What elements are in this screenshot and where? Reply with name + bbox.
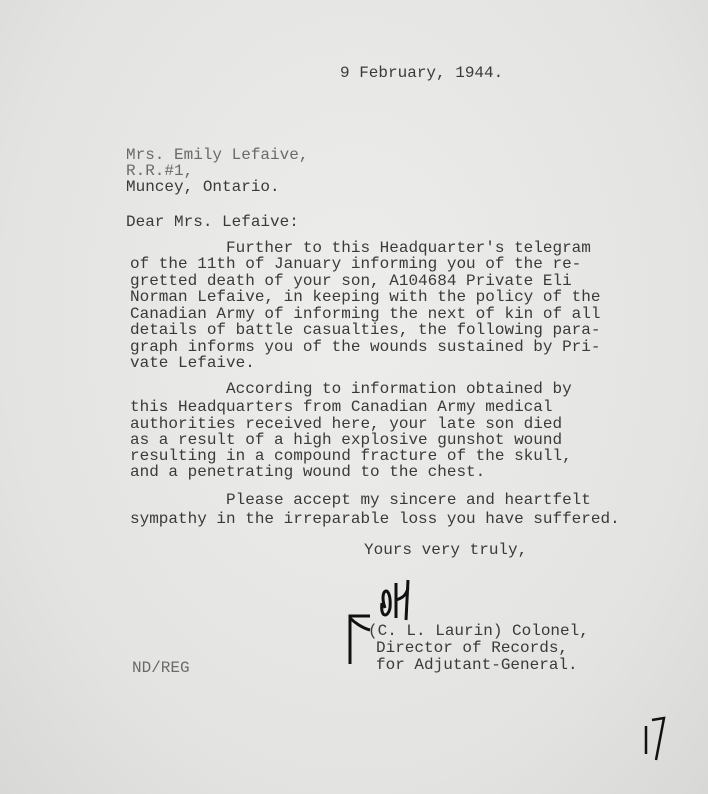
signature-line: (C. L. Laurin) Colonel, bbox=[368, 622, 589, 640]
body-line: this Headquarters from Canadian Army medical bbox=[130, 398, 553, 416]
body-line: graph informs you of the wounds sustained by Pri- bbox=[130, 338, 601, 356]
signature-line: Director of Records, bbox=[376, 639, 569, 657]
body-line: vate Lefaive. bbox=[130, 354, 255, 372]
body-line: of the 11th of January informing you of the re- bbox=[130, 255, 582, 273]
reference-code: ND/REG bbox=[132, 659, 190, 677]
handwritten-page-number bbox=[640, 712, 670, 762]
body-line: authorities received here, your late son died bbox=[130, 415, 563, 433]
address-line: R.R.#1, bbox=[126, 162, 194, 180]
body-line: sympathy in the irreparable loss you have suffered. bbox=[130, 510, 620, 528]
letter-date: 9 February, 1944. bbox=[340, 64, 504, 82]
salutation: Dear Mrs. Lefaive: bbox=[126, 213, 299, 231]
body-line: Please accept my sincere and heartfelt bbox=[130, 491, 591, 509]
address-line: Muncey, Ontario. bbox=[126, 178, 280, 196]
body-line: According to information obtained by bbox=[130, 380, 572, 398]
body-line: details of battle casualties, the following para- bbox=[130, 321, 601, 339]
body-line: gretted death of your son, A104684 Private Eli bbox=[130, 272, 572, 290]
address-line: Mrs. Emily Lefaive, bbox=[126, 146, 309, 164]
body-line: and a penetrating wound to the chest. bbox=[130, 463, 486, 481]
body-line: Canadian Army of informing the next of kin of all bbox=[130, 305, 601, 323]
closing: Yours very truly, bbox=[364, 541, 528, 559]
body-line: as a result of a high explosive gunshot wound bbox=[130, 431, 563, 449]
body-line: Further to this Headquarter's telegram bbox=[130, 239, 591, 257]
signature-line: for Adjutant-General. bbox=[376, 656, 578, 674]
body-line: Norman Lefaive, in keeping with the policy of the bbox=[130, 288, 601, 306]
body-line: resulting in a compound fracture of the skull, bbox=[130, 447, 572, 465]
